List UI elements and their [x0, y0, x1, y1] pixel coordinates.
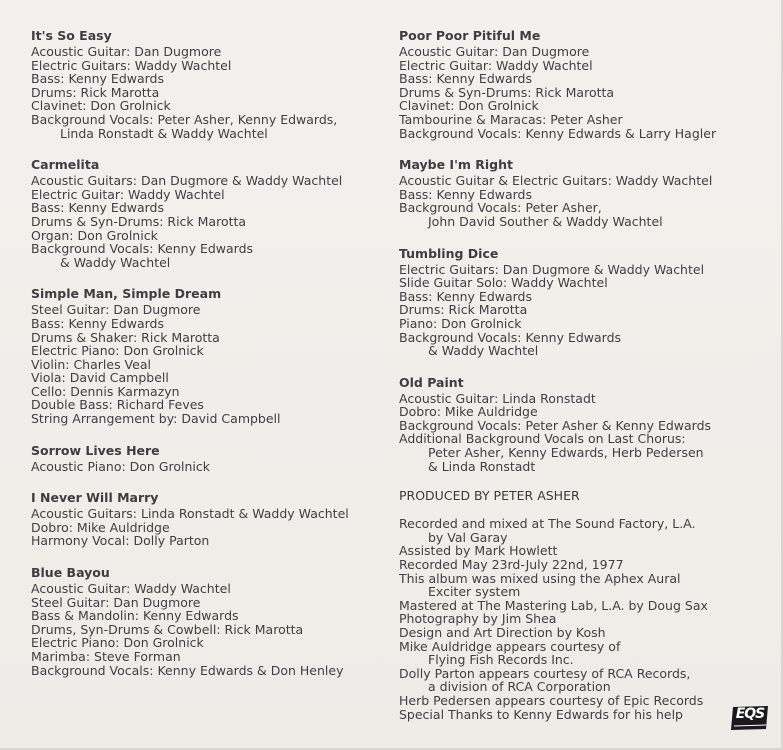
credit-line: String Arrangement by: David Campbell [31, 411, 281, 427]
credit-line: Acoustic Guitar & Electric Guitars: Waddy Wachtel [399, 173, 713, 189]
note-line: Recorded May 23rd-July 22nd, 1977 [399, 557, 624, 573]
credit-line: Background Vocals: Kenny Edwards [31, 241, 254, 257]
song-blue-bayou [31, 564, 391, 677]
credit-line: Background Vocals: Kenny Edwards & Larry Hagler [399, 125, 717, 141]
note-line: Mike Auldridge appears courtesy of [399, 638, 621, 654]
song-poor-poor-pitiful-me [399, 27, 779, 140]
eqs-logo [730, 704, 770, 732]
note-line: Recorded and mixed at The Sound Factory, L.A. [399, 516, 696, 532]
credit-line: Bass: Kenny Edwards [399, 288, 533, 304]
produced-by: PRODUCED BY PETER ASHER [399, 488, 580, 504]
credit-line: Background Vocals: Peter Asher, Kenny Edwards, [31, 111, 338, 127]
credit-line: Bass: Kenny Edwards [399, 186, 533, 202]
credit-line: Acoustic Guitar: Waddy Wachtel [31, 581, 231, 597]
credit-line: Electric Piano: Don Grolnick [31, 343, 204, 359]
credit-line: Peter Asher, Kenny Edwards, Herb Pedersen [428, 445, 704, 461]
song-title: I Never Will Marry [31, 490, 159, 506]
note-line: This album was mixed using the Aphex Aural [399, 570, 681, 586]
credit-line: Acoustic Guitar: Dan Dugmore [399, 44, 590, 59]
credit-line: Acoustic Guitars: Dan Dugmore & Waddy Wachtel [31, 173, 343, 189]
credit-line: Drums: Rick Marotta [399, 302, 528, 318]
credit-line: Marimba: Steve Forman [31, 649, 181, 664]
credit-line: Acoustic Guitar: Linda Ronstadt [399, 390, 596, 406]
right-song-list [399, 27, 779, 473]
song-carmelita [31, 156, 391, 269]
credit-line: Viola: David Campbell [31, 370, 169, 386]
credit-line: Additional Background Vocals on Last Chorus: [399, 431, 686, 447]
song-title: Sorrow Lives Here [31, 442, 160, 458]
note-line: Mastered at The Mastering Lab, L.A. by Doug Sax [399, 597, 708, 613]
credit-line: & Waddy Wachtel [428, 343, 539, 359]
note-line: Flying Fish Records Inc. [428, 652, 574, 668]
song-simple-man-simple-dream [31, 285, 391, 425]
credit-line: Electric Guitar: Waddy Wachtel [399, 57, 593, 73]
song-maybe-i-m-right [399, 156, 779, 228]
song-title: Old Paint [399, 374, 464, 390]
credit-line: Clavinet: Don Grolnick [31, 98, 171, 114]
song-sorrow-lives-here [31, 442, 391, 474]
note-line: Design and Art Direction by Kosh [399, 625, 606, 640]
credit-line: Bass: Kenny Edwards [31, 315, 165, 331]
note-line: Dolly Parton appears courtesy of RCA Records, [399, 665, 691, 681]
song-title: Simple Man, Simple Dream [31, 286, 222, 302]
right-column [399, 27, 779, 721]
credit-line: Acoustic Guitars: Linda Ronstadt & Waddy Wachtel [31, 506, 349, 522]
song-title: Carmelita [31, 157, 100, 173]
credit-line: Tambourine & Maracas: Peter Asher [399, 111, 623, 127]
credit-line: Electric Guitars: Waddy Wachtel [31, 57, 232, 73]
note-line: Assisted by Mark Howlett [399, 543, 558, 559]
song-i-never-will-marry [31, 489, 391, 548]
credit-line: Drums & Shaker: Rick Marotta [31, 329, 220, 345]
note-line: Special Thanks to Kenny Edwards for his help [399, 706, 683, 722]
credit-line: Electric Piano: Don Grolnick [31, 635, 204, 651]
credit-line: Linda Ronstadt & Waddy Wachtel [60, 125, 268, 141]
credit-line: Dobro: Mike Auldridge [31, 519, 170, 535]
credit-line: John David Souther & Waddy Wachtel [428, 213, 663, 229]
left-column [31, 27, 391, 693]
credit-line: Background Vocals: Kenny Edwards [399, 329, 622, 345]
credit-line: Drums: Rick Marotta [31, 84, 160, 100]
credit-line: Double Bass: Richard Feves [31, 397, 204, 413]
credit-line: Drums & Syn-Drums: Rick Marotta [31, 213, 247, 229]
song-old-paint [399, 374, 779, 474]
production-notes [399, 517, 779, 721]
song-title: Tumbling Dice [399, 245, 499, 261]
song-title: Poor Poor Pitiful Me [399, 28, 541, 43]
credit-line: Clavinet: Don Grolnick [399, 98, 539, 114]
credit-line: Drums & Syn-Drums: Rick Marotta [399, 84, 615, 100]
credit-line: Steel Guitar: Dan Dugmore [31, 302, 201, 318]
credit-line: Bass: Kenny Edwards [31, 71, 165, 87]
credit-line: Bass: Kenny Edwards [399, 71, 533, 87]
credit-line: Electric Guitars: Dan Dugmore & Waddy Wachtel [399, 261, 705, 277]
credit-line: Background Vocals: Peter Asher, [399, 200, 602, 216]
credit-line: Background Vocals: Kenny Edwards & Don Henley [31, 662, 344, 678]
note-line: Photography by Jim Shea [399, 611, 557, 627]
credit-line: Violin: Charles Veal [31, 356, 151, 372]
song-title: Maybe I'm Right [399, 157, 514, 173]
note-line: a division of RCA Corporation [428, 679, 611, 695]
credit-line: Slide Guitar Solo: Waddy Wachtel [399, 275, 608, 291]
note-line: Exciter system [428, 584, 521, 600]
credit-line: Acoustic Guitar: Dan Dugmore [31, 44, 222, 59]
credit-line: Dobro: Mike Auldridge [399, 404, 538, 420]
note-line: by Val Garay [428, 529, 508, 545]
credit-line: & Waddy Wachtel [60, 254, 171, 270]
credit-line: Bass: Kenny Edwards [31, 200, 165, 216]
credit-line: Bass & Mandolin: Kenny Edwards [31, 608, 239, 624]
credit-line: Organ: Don Grolnick [31, 227, 158, 243]
credit-line: Cello: Dennis Karmazyn [31, 383, 180, 399]
credit-line: Piano: Don Grolnick [399, 315, 522, 331]
credit-line: Electric Guitar: Waddy Wachtel [31, 186, 225, 202]
credit-line: Drums, Syn-Drums & Cowbell: Rick Marotta [31, 621, 304, 637]
credit-line: Background Vocals: Peter Asher & Kenny Edwards [399, 417, 712, 433]
credit-line: Harmony Vocal: Dolly Parton [31, 533, 210, 549]
song-it-s-so-easy [31, 27, 391, 140]
song-tumbling-dice [399, 245, 779, 358]
song-title: It's So Easy [31, 28, 112, 43]
logo-text: EQS [735, 706, 765, 722]
credit-line: Steel Guitar: Dan Dugmore [31, 594, 201, 610]
note-line: Herb Pedersen appears courtesy of Epic Records [399, 692, 704, 708]
credit-line: Acoustic Piano: Don Grolnick [31, 458, 211, 474]
credit-line: & Linda Ronstadt [428, 458, 536, 474]
song-title: Blue Bayou [31, 565, 110, 581]
